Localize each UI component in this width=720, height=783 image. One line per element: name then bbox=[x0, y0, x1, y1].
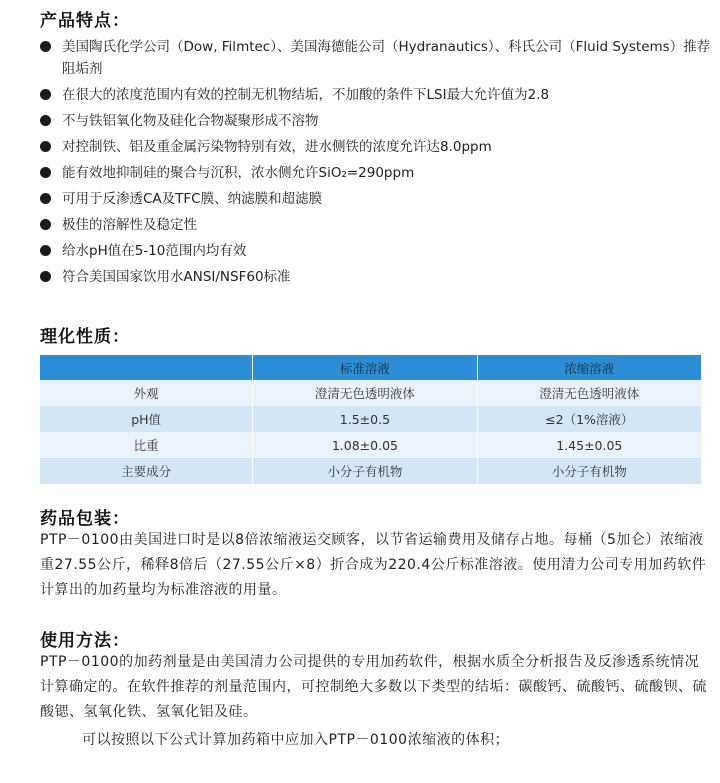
feature-item: 给水pH值在5-10范围内均有效 bbox=[40, 240, 715, 262]
table-cell: pH值 bbox=[40, 406, 253, 432]
table-cell: 1.08±0.05 bbox=[253, 432, 477, 458]
table-cell: 小分子有机物 bbox=[477, 458, 701, 484]
properties-table bbox=[40, 355, 701, 484]
bullet-icon bbox=[40, 89, 51, 100]
bullet-icon bbox=[40, 141, 51, 152]
bullet-icon bbox=[40, 115, 51, 126]
feature-item: 能有效地抑制硅的聚合与沉积，浓水侧允许SiO₂=290ppm bbox=[40, 162, 715, 184]
bullet-icon bbox=[40, 219, 51, 230]
bullet-icon bbox=[40, 167, 51, 178]
table-cell: 澄清无色透明液体 bbox=[477, 380, 701, 406]
table-cell: 外观 bbox=[40, 380, 253, 406]
table-row bbox=[40, 432, 701, 458]
usage-text: PTP－0100的加药剂量是由美国清力公司提供的专用加药软件，根据水质全分析报告及反渗透系统情况计算确定的。在软件推荐的剂量范围内，可控制绝大多数以下类型的结垢：碳酸钙、硫酸钙、硫酸钡、硫酸锶、氢氧化铁、氢氧化铝及硅。 bbox=[40, 654, 707, 720]
table-cell: 小分子有机物 bbox=[253, 458, 477, 484]
table-row bbox=[40, 380, 701, 406]
feature-item: 符合美国国家饮用水ANSI/NSF60标准 bbox=[40, 266, 715, 288]
bullet-icon bbox=[40, 193, 51, 204]
packaging-heading: 药品包装： bbox=[40, 509, 130, 529]
packaging-text: PTP－0100由美国进口时是以8倍浓缩液运交顾客，以节省运输费用及储存占地。每桶（5加仑）浓缩液重27.55公斤，稀释8倍后（27.55公斤×8）折合成为220.4公斤标准溶液。使用清力公司专用加药软件计算出的加药量均为标准溶液的用量。 bbox=[40, 532, 707, 598]
table-cell: ≤2（1%溶液） bbox=[477, 406, 701, 432]
column-header: 浓缩溶液 bbox=[477, 355, 701, 380]
bullet-icon bbox=[40, 41, 51, 52]
bullet-icon bbox=[40, 245, 51, 256]
feature-item: 不与铁铝氧化物及硅化合物凝聚形成不溶物 bbox=[40, 110, 715, 132]
bullet-icon bbox=[40, 271, 51, 282]
feature-item: 极佳的溶解性及稳定性 bbox=[40, 214, 715, 236]
table-row bbox=[40, 406, 701, 432]
table-header-row bbox=[40, 355, 701, 380]
usage-heading: 使用方法： bbox=[40, 631, 130, 651]
feature-item: 在很大的浓度范围内有效的控制无机物结垢，不加酸的条件下LSI最大允许值为2.8 bbox=[40, 84, 715, 106]
properties-heading: 理化性质： bbox=[40, 327, 130, 347]
feature-item: 美国陶氏化学公司（Dow, Filmtec）、美国海德能公司（Hydranautics）、科氏公司（Fluid Systems）推荐阻垢剂 bbox=[40, 36, 715, 80]
table-row bbox=[40, 458, 701, 484]
features-list bbox=[40, 36, 715, 292]
table-cell: 1.5±0.5 bbox=[253, 406, 477, 432]
column-header bbox=[40, 355, 253, 380]
column-header: 标准溶液 bbox=[253, 355, 477, 380]
feature-item: 对控制铁、铝及重金属污染物特别有效，进水侧铁的浓度允许达8.0ppm bbox=[40, 136, 715, 158]
table-cell: 比重 bbox=[40, 432, 253, 458]
features-heading: 产品特点： bbox=[40, 11, 130, 31]
table-cell: 主要成分 bbox=[40, 458, 253, 484]
table-cell: 澄清无色透明液体 bbox=[253, 380, 477, 406]
table-cell: 1.45±0.05 bbox=[477, 432, 701, 458]
feature-item: 可用于反渗透CA及TFC膜、纳滤膜和超滤膜 bbox=[40, 188, 715, 210]
formula-intro: 可以按照以下公式计算加药箱中应加入PTP－0100浓缩液的体积； bbox=[82, 732, 510, 748]
